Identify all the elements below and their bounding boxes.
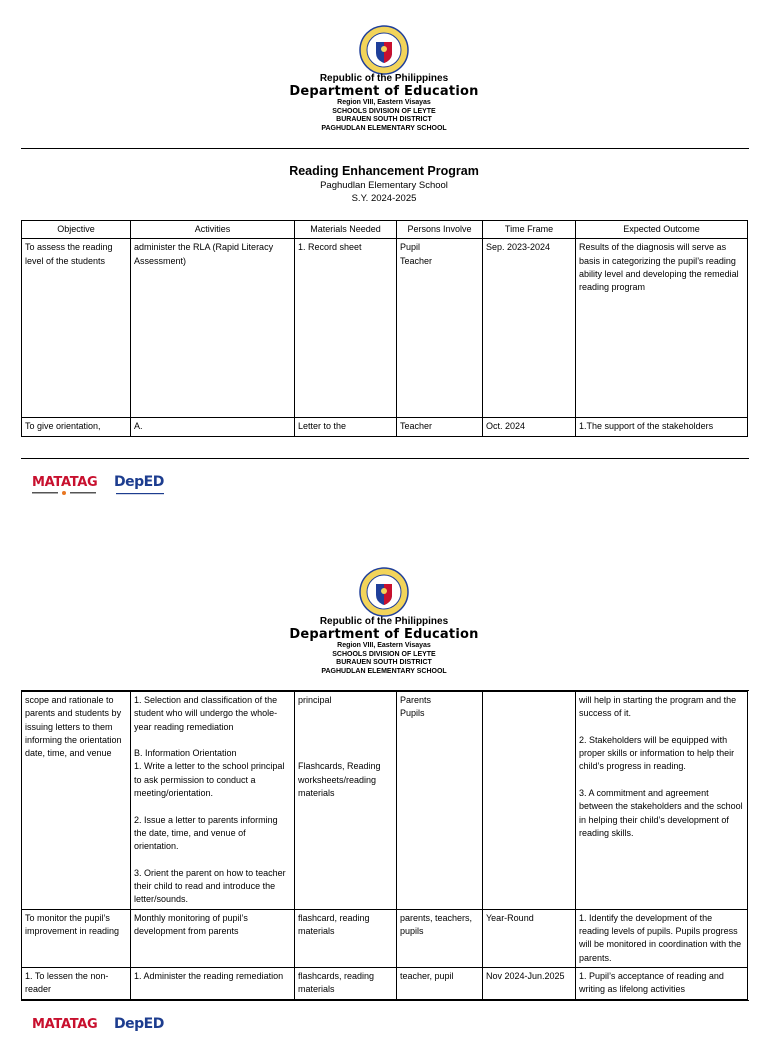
cell-time-frame: Oct. 2024 bbox=[483, 418, 576, 436]
col-header-time-frame: Time Frame bbox=[483, 221, 576, 239]
document-page-2 bbox=[0, 543, 768, 1032]
table-row bbox=[22, 692, 748, 910]
program-table-page-1 bbox=[21, 220, 748, 437]
cell-persons: Parents Pupils bbox=[397, 692, 483, 910]
cell-objective: 1. To lessen the non-reader bbox=[22, 967, 131, 999]
footer-rule bbox=[21, 458, 749, 459]
cell-outcome: 1.The support of the stakeholders bbox=[576, 418, 748, 436]
cell-objective: scope and rationale to parents and students by issuing letters to them informing the orientation date, time, and venue bbox=[22, 692, 131, 910]
cell-persons: teacher, pupil bbox=[397, 967, 483, 999]
table-row bbox=[22, 418, 748, 436]
col-header-persons: Persons Involve bbox=[397, 221, 483, 239]
cell-activities: A. bbox=[131, 418, 295, 436]
cell-outcome: Results of the diagnosis will serve as basis in categorizing the pupil’s reading ability level and developing the remedial reading program bbox=[576, 239, 748, 418]
cell-outcome: will help in starting the program and the success of it. 2. Stakeholders will be equipped with proper skills or information to help their child’s progress in reading. 3. A commitment and agreement between the stakeholders and the school in helping their child’s development of reading skills. bbox=[576, 692, 748, 910]
table-row bbox=[22, 239, 748, 418]
program-table-page-2 bbox=[21, 691, 748, 1000]
republic-line: Republic of the Philippines bbox=[319, 73, 449, 84]
cell-objective: To monitor the pupil’s improvement in reading bbox=[22, 909, 131, 967]
cell-outcome: 1. Pupil’s acceptance of reading and writing as lifelong activities bbox=[576, 967, 748, 999]
division-line: SCHOOLS DIVISION OF LEYTE bbox=[332, 107, 436, 115]
department-line: Department of Education bbox=[289, 627, 479, 642]
header-rule bbox=[21, 148, 749, 149]
cell-activities: 1. Administer the reading remediation bbox=[131, 967, 295, 999]
matatag-logo: MATATAG bbox=[32, 1017, 98, 1032]
cell-objective: To assess the reading level of the students bbox=[22, 239, 131, 418]
table-row bbox=[22, 909, 748, 967]
col-header-expected-outcome: Expected Outcome bbox=[576, 221, 748, 239]
document-title: Reading Enhancement Program bbox=[289, 164, 479, 178]
table-header-row bbox=[22, 221, 748, 239]
cell-materials: Letter to the bbox=[295, 418, 397, 436]
cell-time-frame bbox=[483, 692, 576, 910]
cell-objective: To give orientation, bbox=[22, 418, 131, 436]
region-line: Region VIII, Eastern Visayas bbox=[337, 99, 431, 106]
deped-seal-icon bbox=[359, 567, 409, 617]
cell-time-frame: Sep. 2023-2024 bbox=[483, 239, 576, 418]
matatag-logo: MATATAG bbox=[32, 475, 98, 490]
cell-activities: 1. Selection and classification of the student who will undergo the whole-year reading remediation B. Information Orientation 1. Write a letter to the school principal to ask permission to conduct a meeting/orientation. 2. Issue a letter to parents informing the date, time, and venue of orientation. 3. Orient the parent on how to teacher their child to read and introduce the letter/sounds. bbox=[131, 692, 295, 910]
republic-line: Republic of the Philippines bbox=[319, 616, 449, 627]
document-page-1 bbox=[0, 0, 768, 520]
cell-materials: 1. Record sheet bbox=[295, 239, 397, 418]
district-line: BURAUEN SOUTH DISTRICT bbox=[336, 116, 432, 123]
footer-rule bbox=[21, 1000, 749, 1001]
cell-time-frame: Year-Round bbox=[483, 909, 576, 967]
deped-seal-icon bbox=[359, 25, 409, 75]
cell-materials: flashcard, reading materials bbox=[295, 909, 397, 967]
cell-materials: principal Flashcards, Reading worksheets/reading materials bbox=[295, 692, 397, 910]
document-school-year: S.Y. 2024-2025 bbox=[351, 193, 417, 204]
deped-tagline-icon bbox=[116, 492, 164, 495]
cell-persons: Pupil Teacher bbox=[397, 239, 483, 418]
footer-logos bbox=[32, 475, 192, 499]
deped-logo: DepED bbox=[114, 474, 164, 490]
cell-activities: Monthly monitoring of pupil’s development from parents bbox=[131, 909, 295, 967]
cell-persons: parents, teachers, pupils bbox=[397, 909, 483, 967]
cell-time-frame: Nov 2024-Jun.2025 bbox=[483, 967, 576, 999]
footer-logos bbox=[32, 1017, 192, 1041]
table-row bbox=[22, 967, 748, 999]
region-line: Region VIII, Eastern Visayas bbox=[337, 642, 431, 649]
deped-logo: DepED bbox=[114, 1016, 164, 1032]
document-school: Paghudlan Elementary School bbox=[320, 180, 448, 191]
cell-activities: administer the RLA (Rapid Literacy Assessment) bbox=[131, 239, 295, 418]
department-line: Department of Education bbox=[289, 84, 479, 99]
col-header-objective: Objective bbox=[22, 221, 131, 239]
school-line: PAGHUDLAN ELEMENTARY SCHOOL bbox=[321, 124, 447, 132]
cell-outcome: 1. Identify the development of the reading levels of pupils. Pupils progress will be monitored in coordination with the parents. bbox=[576, 909, 748, 967]
col-header-activities: Activities bbox=[131, 221, 295, 239]
division-line: SCHOOLS DIVISION OF LEYTE bbox=[332, 650, 436, 658]
matatag-tagline-icon bbox=[32, 491, 96, 495]
cell-persons: Teacher bbox=[397, 418, 483, 436]
district-line: BURAUEN SOUTH DISTRICT bbox=[336, 659, 432, 666]
col-header-materials: Materials Needed bbox=[295, 221, 397, 239]
school-line: PAGHUDLAN ELEMENTARY SCHOOL bbox=[321, 667, 447, 675]
cell-materials: flashcards, reading materials bbox=[295, 967, 397, 999]
